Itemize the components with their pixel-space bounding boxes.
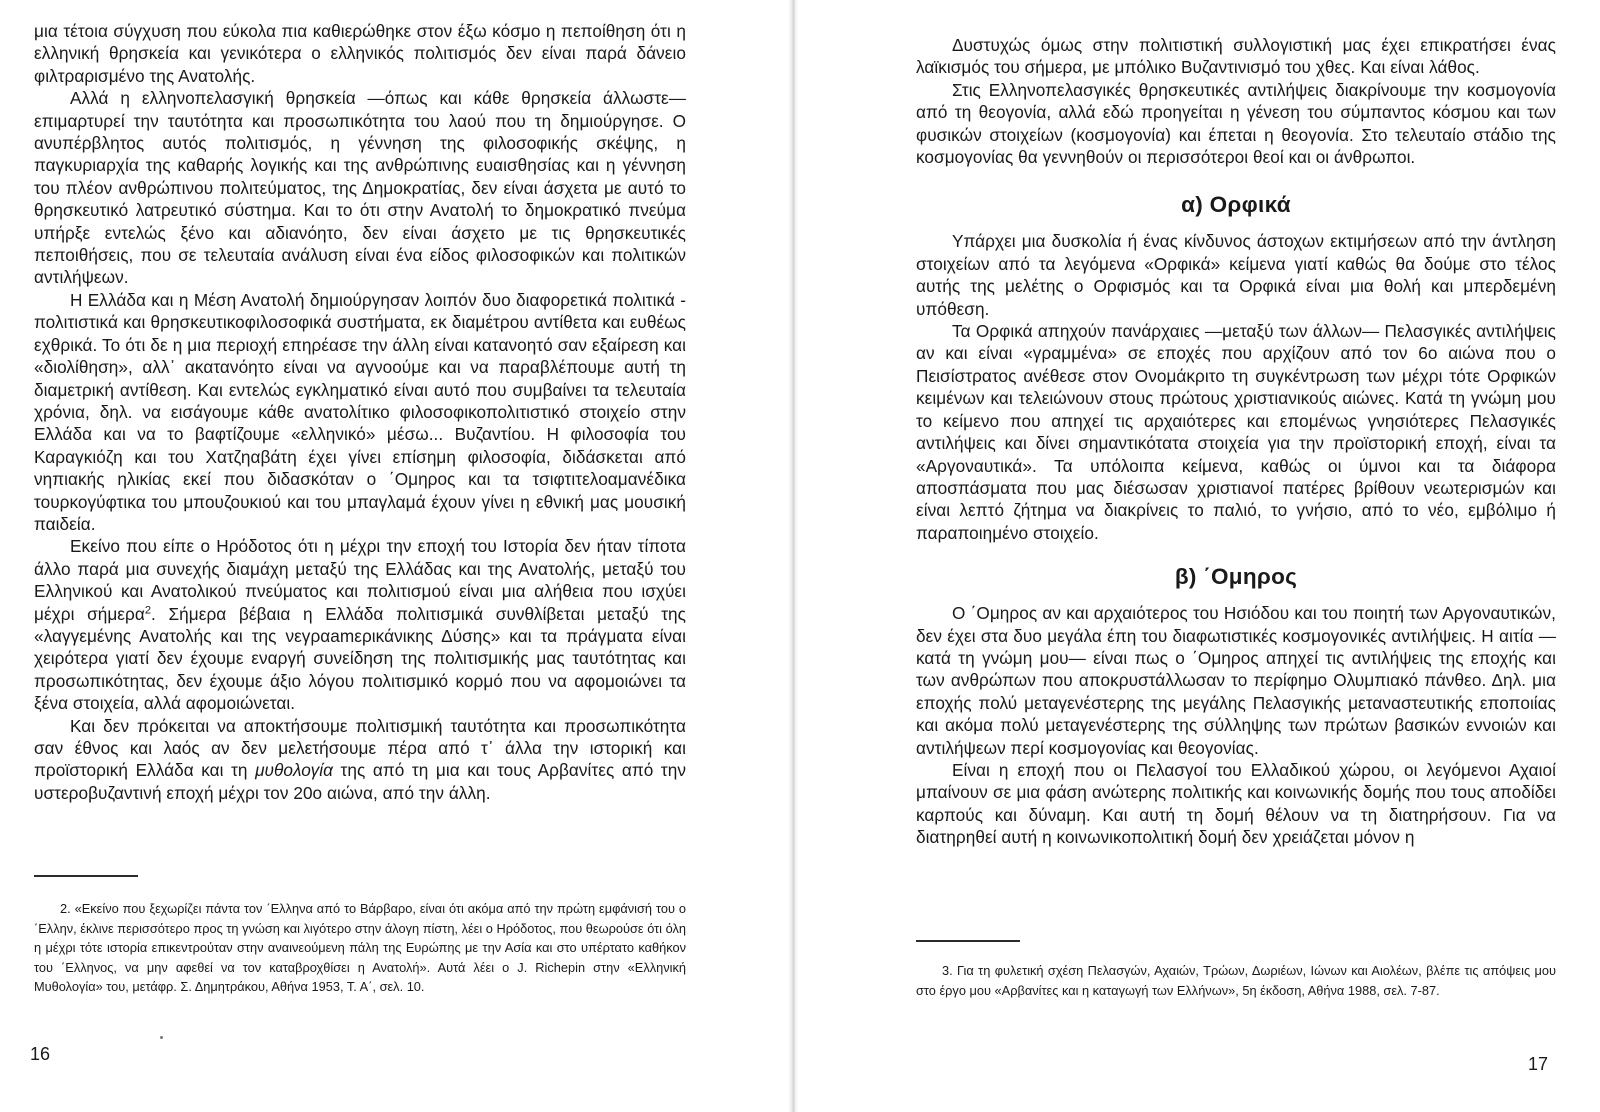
- left-page: [0, 0, 792, 1112]
- paragraph: [34, 715, 686, 805]
- footnote-separator: [34, 875, 138, 877]
- paragraph: Στις Ελληνοπελασγικές θρησκευτικές αντιλήψεις διακρίνουμε την κοσμογονία από τη θεογονία, αλλά εδώ προηγείται η γένεση του σύμπαντος κόσμου και των φυσικών στοιχείων (κοσμογονία) και έπεται η θεογονία. Στο τελευταίο στάδιο της κοσμογονίας θα γεννηθούν οι περισσότεροι θεοί και οι άνθρωποι.: [916, 79, 1556, 168]
- page-number: 16: [30, 1044, 51, 1064]
- paragraph: Υπάρχει μια δυσκολία ή ένας κίνδυνος άστοχων εκτιμήσεων από την άντληση στοιχείων από τα λεγόμενα «Ορφικά» κείμενα γιατί καθώς θα δούμε στο τέλος αυτής της μελέτης ο Ορφισμός και τα Ορφικά είναι μια θολή και μπερδεμένη υπόθεση.: [916, 231, 1556, 319]
- left-page-body: [34, 20, 686, 804]
- paragraph: Ο ΄Ομηρος αν και αρχαιότερος του Ησιόδου και του ποιητή των Αργοναυτικών, δεν έχει στα δυο μεγάλα έπη του διαφωτιστικές κοσμογονικές αντιλήψεις. Η αιτία —κατά τη γνώμη μου— είναι πως ο ΄Ομηρος απηχεί τις αντιλήψεις της εποχής και των ανθρώπων που αποκρυστάλλωσαν το περίφημο Ολυμπιακό πάνθεο. Δηλ. μια εποχής πολύ μεταγενέστερης της μεγάλης Πελασγικής μεταναστευτικής εποποιίας και ακόμα πολύ μεταγενέστερης της σύλληψης των πρώτων βασικών εννοιών και αντιλήψεων περί κοσμογονίας και θεογονίας.: [916, 603, 1556, 758]
- paragraph-text: της από τη μια και τους Αρβανίτες από την υστεροβυζαντινή εποχή μέχρι τον 20ο αιώνα, από την άλλη.: [34, 760, 686, 803]
- paragraph-text: Εκείνο που είπε ο Ηρόδοτος ότι η μέχρι την εποχή του Ιστορία δεν ήταν τίποτα άλλο παρά μια συνεχής διαμάχη μεταξύ της Ελλάδας και της Ανατολής, μεταξύ του Ελληνικού και Ανατολικού πνεύματος και πολιτισμού είναι μια αλήθεια που ισχύει μέχρι σήμερα: [34, 536, 686, 624]
- right-page-body: [916, 34, 1556, 849]
- paragraph: Τα Ορφικά απηχούν πανάρχαιες —μεταξύ των άλλων— Πελασγικές αντιλήψεις αν και είναι «γραμμένα» σε εποχές που αρχίζουν από τον 6ο αιώνα που ο Πεισίστρατος ανέθεσε στον Ονομάκριτο τη συγκέντρωση των μέχρι τότε Ορφικών κειμένων και τελειώνουν στους πρώτους χριστιανικούς αιώνες. Κατά τη γνώμη μου το κείμενο που απηχεί τις αρχαιότερες και επομένως γνησιότερες Πελασγικές αντιλήψεις και δίνει σημαντικότατα στοιχεία για την προϊστορική εποχή, είναι τα «Αργοναυτικά». Τα υπόλοιπα κείμενα, καθώς οι ύμνοι και τα διάφορα αποσπάσματα που μας διέσωσαν χριστιανοί πατέρες βρίθουν νεωτερισμών και είναι λεπτό ζήτημα να διακρίνεις το παλιό, το γνήσιο, από το νέο, εμβόλιμο ή παραποιημένο στοιχείο.: [916, 321, 1556, 543]
- paragraph-with-footnote-ref: [34, 535, 686, 714]
- paragraph: μια τέτοια σύγχυση που εύκολα πια καθιερώθηκε στον έξω κόσμο η πεποίθηση ότι η ελληνική θρησκεία και γενικότερα ο ελληνικός πολιτισμός δεν είναι παρά δάνειο φιλτραρισμένο της Ανατολής.: [34, 21, 686, 86]
- page-number: 17: [1528, 1054, 1549, 1074]
- italic-term: μυθολογία: [255, 760, 333, 781]
- section-heading: β) ΄Ομηρος: [1174, 564, 1298, 590]
- paragraph-text: Και δεν πρόκειται να αποκτήσουμε πολιτισμική ταυτότητα και προσωπικότητα σαν έθνος και λαός αν δεν μελετήσουμε πέρα από τ᾽ άλλα την ιστορική και προϊστορική Ελλάδα και τη: [34, 715, 686, 781]
- paper-speck: [160, 1036, 163, 1039]
- section-heading: α) Ορφικά: [1181, 192, 1291, 218]
- paragraph: Δυστυχώς όμως στην πολιτιστική συλλογιστική μας έχει επικρατήσει ένας λαϊκισμός του σήμερα, με μπόλικο Βυζαντινισμό του χθες. Και είναι λάθος.: [916, 35, 1556, 78]
- paragraph: Είναι η εποχή που οι Πελασγοί του Ελλαδικού χώρου, οι λεγόμενοι Αχαιοί μπαίνουν σε μια φάση ανώτερης πολιτικής και κοινωνικής δομής που τους αποδίδει καρπούς και δύναμη. Και αυτή τη δομή θέλουν να τη διατηρήσουν. Για να διατηρηθεί αυτή η κοινωνικοπολιτική δομή δεν χρειάζεται μόνον η: [916, 759, 1556, 848]
- paragraph: Αλλά η ελληνοπελασγική θρησκεία —όπως και κάθε θρησκεία άλλωστε— επιμαρτυρεί την ταυτότητα και προσωπικότητα του λαού που τη δημιούργησε. Ο ανυπέρβλητος αυτός πολιτισμός, η γέννηση της φιλοσοφικής σκέψης, η παγκυριαρχία της καθαρής λογικής και της ανθρώπινης ευαισθησίας και η γέννηση του πλέον ανθρώπινου πολιτεύματος, της Δημοκρατίας, δεν είναι άσχετα με αυτό το θρησκευτικό λατρευτικό σύστημα. Και το ότι στην Ανατολή το δημοκρατικό πνεύμα υπήρξε εντελώς ξένο και αδιανόητο, δεν είναι άσχετο με τις θρησκευτικές πεποιθήσεις, που σε τελευταία ανάλυση είναι ένα είδος φιλοσοφικών και πολιτικών αντιλήψεων.: [34, 88, 686, 288]
- footnote-reference: 2: [144, 603, 152, 616]
- paragraph-text: . Σήμερα βέβαια η Ελλάδα πολιτισμικά συνθλίβεται μεταξύ της «λαγγεμένης Ανατολής και της νεγραamερικάνικης Δύσης» και τα πράγματα είναι χειρότερα γιατί δεν έχουμε εναργή συνείδηση της πολιτισμικής μας ταυτότητας και προσωπικότητας, δεν έχουμε άξιο λόγου πολιτισμικό κορμό που να αφομοιώνει τα ξένα στοιχεία, αλλά αφομοιώνεται.: [34, 603, 686, 714]
- footnote: 3. Για τη φυλετική σχέση Πελασγών, Αχαιών, Τρώων, Δωριέων, Ιώνων και Αιολέων, βλέπε τις απόψεις μου στο έργο μου «Αρβανίτες και η καταγωγή των Ελλήνων», 5η έκδοση, Αθήνα 1988, σελ. 7-87.: [916, 963, 1556, 998]
- right-page: [796, 0, 1600, 1112]
- footnote-separator: [916, 940, 1020, 942]
- footnote: 2. «Εκείνο που ξεχωρίζει πάντα τον ΄Ελληνα από το Βάρβαρο, είναι ότι ακόμα από την πρώτη εμφάνισή του ο ΄Ελλην, έκλινε περισσότερο προς τη γνώση και λιγότερο στην άλογη πίστη, λέει ο Ηρόδοτος, που θεωρούσε ότι όλη η μέχρι τότε ιστορία επικεντρούταν στην αναινεούμενη πάλη της Ευρώπης με την Ασία και στο υπέρτατο καθήκον του ΄Ελληνος, να μην αφεθεί να τον καταβροχθίσει η Ανατολή». Αυτά λέει ο J. Richepin στην «Ελληνική Μυθολογία» του, μετάφρ. Σ. Δημητράκου, Αθήνα 1953, Τ. Α΄, σελ. 10.: [34, 901, 686, 995]
- paragraph: Η Ελλάδα και η Μέση Ανατολή δημιούργησαν λοιπόν δυο διαφορετικά πολιτικά - πολιτιστικά και θρησκευτικοφιλοσοφικά συστήματα, εκ διαμέτρου αντίθετα και ευθέως εχθρικά. Το ότι δε η μια περιοχή επηρέασε την άλλη είναι κατανοητό σαν εξαίρεση και «διολίθηση», αλλ᾽ ακατανόητο είναι να αγνοούμε και να παραβλέπουμε αυτή τη διαμετρική αντίθεση. Και εντελώς εγκληματικό είναι αυτό που συμβαίνει τα τελευταία χρόνια, δηλ. να εισάγουμε κάθε ανατολίτικο φιλοσοφικοπολιτιστικό στοιχείο στην Ελλάδα και να το βαφτίζουμε «ελληνικό» μέσω... Βυζαντίου. Η φιλοσοφία του Καραγκιόζη και του Χατζηαβάτη έχει γίνει επίσημη φιλοσοφία, διδάσκεται από νηπιακής ηλικίας εκεί που διδασκόταν ο ΄Ομηρος και τα τσιφτιτελοαμανέδικα τουρκογύφτικα του μπουζουκιού και του μπαγλαμά έχουν γίνει η εθνική μας μουσική παιδεία.: [34, 289, 686, 534]
